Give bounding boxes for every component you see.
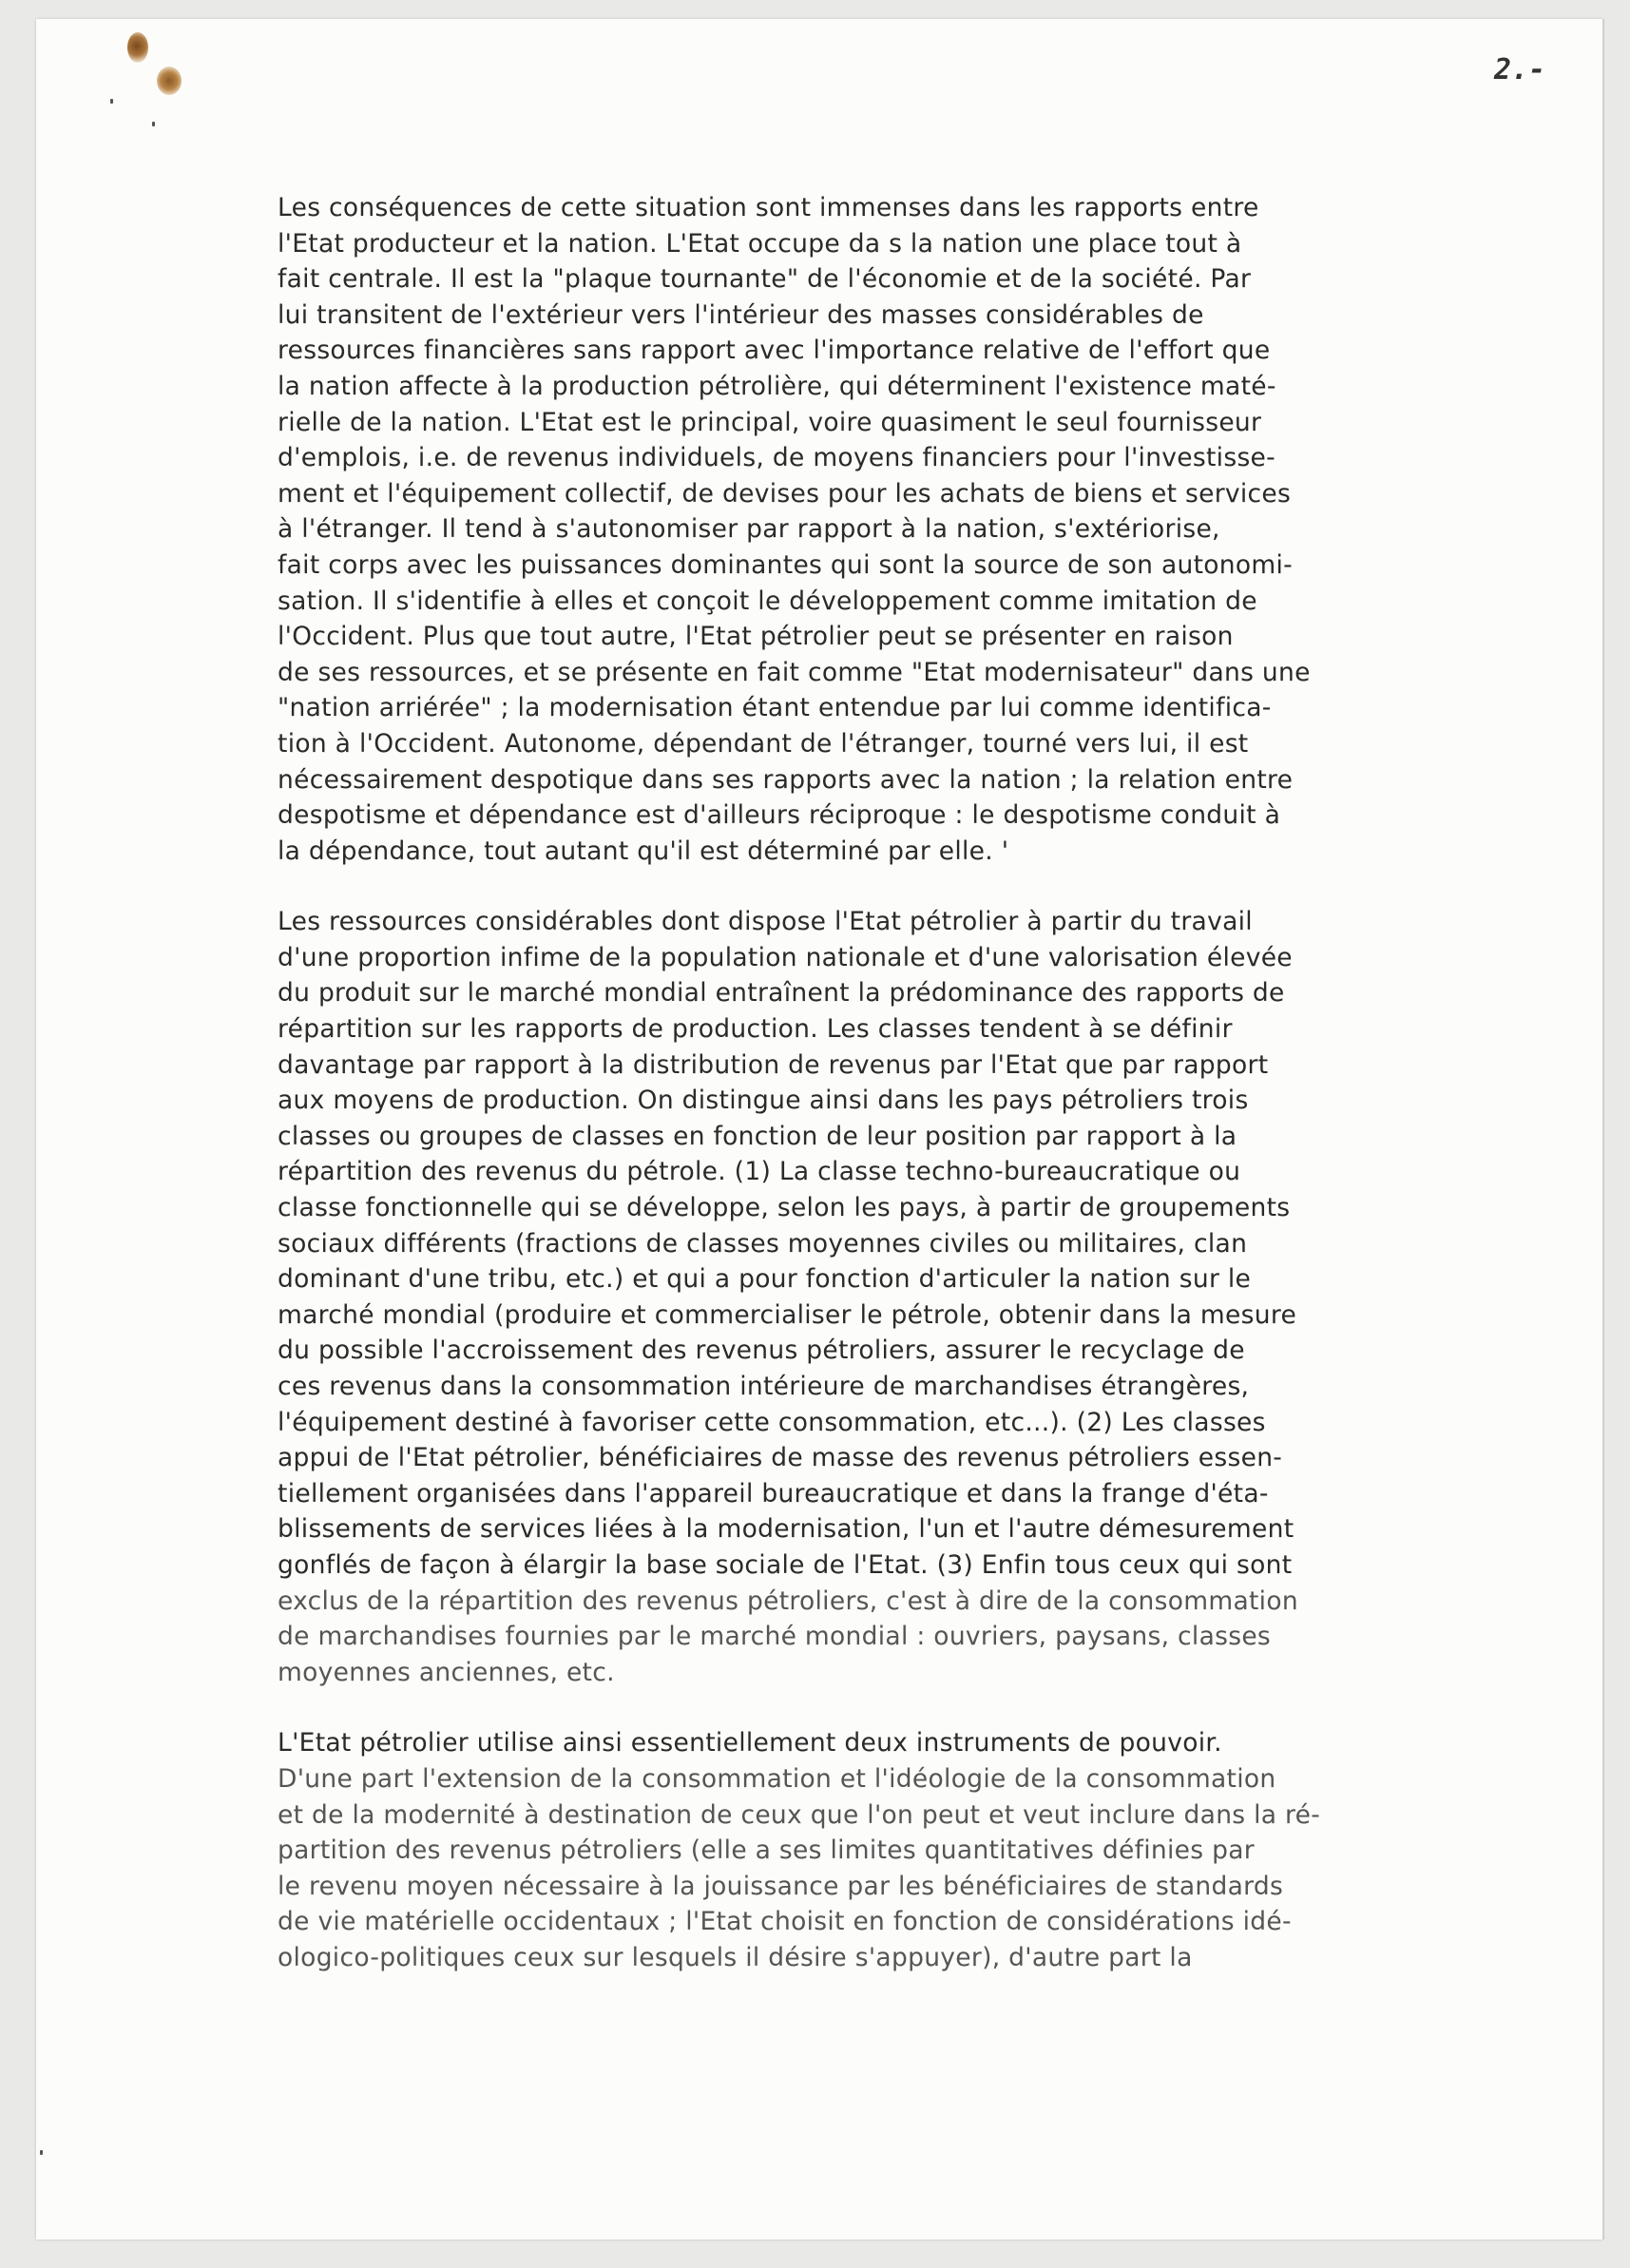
text-line: du possible l'accroissement des revenus pétroliers, assurer le recyclage de — [278, 1336, 1245, 1366]
text-line: sation. Il s'identifie à elles et conçoit le développement comme imitation de — [278, 586, 1257, 616]
stain-mark — [127, 32, 148, 63]
text-line: classe fonctionnelle qui se développe, selon les pays, à partir de groupements — [278, 1193, 1291, 1223]
ink-speck — [110, 99, 113, 104]
text-line: ressources financières sans rapport avec l'importance relative de l'effort que — [278, 336, 1271, 366]
text-line: de vie matérielle occidentaux ; l'Etat choisit en fonction de considérations idé- — [278, 1907, 1292, 1937]
text-line: le revenu moyen nécessaire à la jouissance par les bénéficiaires de standards — [278, 1871, 1284, 1901]
text-line: sociaux différents (fractions de classes moyennes civiles ou militaires, clan — [278, 1228, 1248, 1259]
text-line: blissements de services liées à la modernisation, l'un et l'autre démesurement — [278, 1514, 1294, 1545]
text-line: fait centrale. Il est la "plaque tournante" de l'économie et de la société. Par — [278, 264, 1252, 295]
text-line: lui transitent de l'extérieur vers l'intérieur des masses considérables de — [278, 299, 1204, 330]
text-line: ologico-politiques ceux sur lesquels il désire s'appuyer), d'autre part la — [278, 1942, 1193, 1972]
text-line: à l'étranger. Il tend à s'autonomiser par rapport à la nation, s'extériorise, — [278, 514, 1220, 545]
text-line: L'Etat pétrolier utilise ainsi essentiellement deux instruments de pouvoir. — [278, 1728, 1222, 1759]
text-line: la nation affecte à la production pétrolière, qui déterminent l'existence maté- — [278, 371, 1276, 401]
text-line: fait corps avec les puissances dominantes qui sont la source de son autonomi- — [278, 549, 1294, 580]
text-line: Les ressources considérables dont dispose l'Etat pétrolier à partir du travail — [278, 907, 1253, 937]
text-line: du produit sur le marché mondial entraînent la prédominance des rapports de — [278, 978, 1285, 1009]
text-line: exclus de la répartition des revenus pétroliers, c'est à dire de la consommation — [278, 1586, 1298, 1616]
text-line: l'Etat producteur et la nation. L'Etat occupe da s la nation une place tout à — [278, 228, 1242, 259]
paragraph-2 — [278, 904, 1570, 1690]
text-line: appui de l'Etat pétrolier, bénéficiaires de masse des revenus pétroliers essen- — [278, 1443, 1283, 1473]
text-line: tion à l'Occident. Autonome, dépendant de l'étranger, tourné vers lui, il est — [278, 728, 1249, 759]
text-line: d'une proportion infime de la population nationale et d'une valorisation élevée — [278, 942, 1293, 972]
text-line: ment et l'équipement collectif, de devises pour les achats de biens et services — [278, 478, 1292, 509]
text-line: de marchandises fournies par le marché mondial : ouvriers, paysans, classes — [278, 1622, 1272, 1652]
paragraph-1 — [278, 190, 1570, 869]
text-line: la dépendance, tout autant qu'il est déterminé par elle. ' — [278, 836, 1009, 866]
text-line: tiellement organisées dans l'appareil bureaucratique et dans la frange d'éta- — [278, 1478, 1269, 1509]
text-line: gonflés de façon à élargir la base sociale de l'Etat. (3) Enfin tous ceux qui sont — [278, 1549, 1293, 1580]
text-line: classes ou groupes de classes en fonction de leur position par rapport à la — [278, 1121, 1237, 1151]
text-line: "nation arriérée" ; la modernisation étant entendue par lui comme identifica- — [278, 693, 1272, 723]
ink-speck — [152, 122, 155, 126]
text-line: l'Occident. Plus que tout autre, l'Etat pétrolier peut se présenter en raison — [278, 622, 1234, 652]
page-edge-shadow — [1602, 19, 1604, 2239]
text-line: Les conséquences de cette situation sont immenses dans les rapports entre — [278, 193, 1259, 222]
text-line: ces revenus dans la consommation intérieure de marchandises étrangères, — [278, 1372, 1250, 1401]
stain-mark — [157, 67, 182, 95]
text-line: et de la modernité à destination de ceux que l'on peut et veut inclure dans la ré- — [278, 1799, 1321, 1830]
text-line: aux moyens de production. On distingue ainsi dans les pays pétroliers trois — [278, 1086, 1249, 1116]
text-line: marché mondial (produire et commercialiser le pétrole, obtenir dans la mesure — [278, 1299, 1297, 1330]
text-line: rielle de la nation. L'Etat est le principal, voire quasiment le seul fournisseur — [278, 407, 1262, 437]
text-line: nécessairement despotique dans ses rapports avec la nation ; la relation entre — [278, 764, 1294, 795]
text-line: de ses ressources, et se présente en fait comme "Etat modernisateur" dans une — [278, 657, 1311, 687]
paragraph-3 — [278, 1725, 1570, 1975]
text-line: partition des revenus pétroliers (elle a ses limites quantitatives définies par — [278, 1836, 1255, 1866]
text-line: répartition sur les rapports de production. Les classes tendent à se définir — [278, 1014, 1233, 1045]
text-line: despotisme et dépendance est d'ailleurs réciproque : le despotisme conduit à — [278, 800, 1281, 831]
text-line: moyennes anciennes, etc. — [278, 1657, 615, 1687]
text-line: D'une part l'extension de la consommation et l'idéologie de la consommation — [278, 1763, 1276, 1794]
text-line: dominant d'une tribu, etc.) et qui a pour fonction d'articuler la nation sur le — [278, 1264, 1252, 1295]
ink-speck — [40, 2150, 43, 2155]
page-number: 2.- — [1494, 53, 1546, 86]
text-line: davantage par rapport à la distribution de revenus par l'Etat que par rapport — [278, 1049, 1269, 1080]
text-line: l'équipement destiné à favoriser cette consommation, etc...). (2) Les classes — [278, 1407, 1266, 1437]
text-line: répartition des revenus du pétrole. (1) La classe techno-bureaucratique ou — [278, 1157, 1241, 1187]
body-text — [278, 190, 1570, 2011]
text-line: d'emplois, i.e. de revenus individuels, de moyens financiers pour l'investisse- — [278, 443, 1276, 473]
